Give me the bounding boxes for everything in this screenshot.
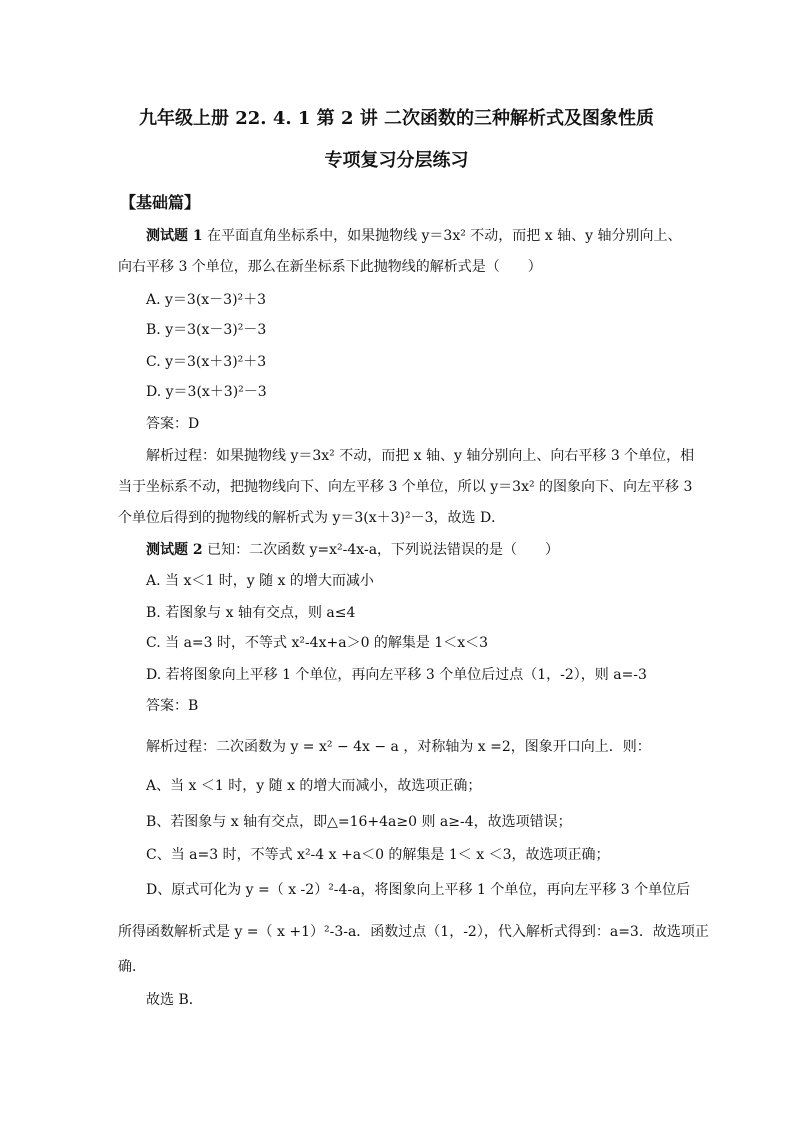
- q1-explanation-line3: 个单位后得到的抛物线的解析式为 y＝3(x＋3)²－3，故选 D．: [118, 510, 506, 526]
- q2-option-d: D. 若将图象向上平移 1 个单位，再向左平移 3 个单位后过点（1，-2），则 a=-3: [146, 667, 647, 683]
- q2-explanation-d-line1: D、原式可化为 y =（ x -2）²-4-a，将图象向上平移 1 个单位，再向左平移 3 个单位后: [146, 882, 691, 898]
- q2-option-b: B. 若图象与 x 轴有交点，则 a≤4: [146, 605, 356, 621]
- q1-explanation-line1: 解析过程：如果抛物线 y＝3x² 不动，而把 x 轴、y 轴分别向上、向右平移 3 个单位，相: [146, 448, 695, 464]
- q2-option-a: A. 当 x＜1 时，y 随 x 的增大而减小: [146, 573, 374, 589]
- q1-stem-line2: 向右平移 3 个单位，那么在新坐标系下此抛物线的解析式是（ ）: [118, 259, 542, 275]
- q2-explanation-a: A、当 x ＜1 时，y 随 x 的增大而减小，故选项正确；: [146, 778, 482, 794]
- q1-stem-text1: 在平面直角坐标系中，如果抛物线 y＝3x² 不动，而把 x 轴、y 轴分别向上、: [202, 228, 682, 244]
- q2-explanation-b: B、若图象与 x 轴有交点，即△=16+4a≥0 则 a≥-4，故选项错误；: [146, 814, 572, 830]
- q2-option-c: C. 当 a=3 时，不等式 x²-4x+a＞0 的解集是 1＜x＜3: [146, 635, 489, 651]
- q2-final-choice: 故选 B．: [146, 992, 203, 1008]
- q2-stem: [146, 540, 559, 560]
- q2-explanation-d-line2: 所得函数解析式是 y =（ x +1）²-3-a．函数过点（1，-2），代入解析式得到：a=3．故选项正: [118, 924, 709, 940]
- section-heading: 【基础篇】: [120, 193, 201, 212]
- q2-stem-text: 已知：二次函数 y=x²-4x-a，下列说法错误的是（ ）: [202, 542, 560, 558]
- doc-title-line1: 九年级上册 22. 4. 1 第 2 讲 二次函数的三种解析式及图象性质: [138, 108, 655, 129]
- doc-title-line2: 专项复习分层练习: [324, 150, 469, 171]
- q2-explanation-c: C、当 a=3 时，不等式 x²-4 x +a＜0 的解集是 1＜ x ＜3，故选项正确；: [146, 847, 610, 863]
- q1-explanation-line2: 当于坐标系不动，把抛物线向下、向左平移 3 个单位，所以 y＝3x² 的图象向下、向左平移 3: [118, 479, 693, 495]
- q1-label: 测试题 1: [146, 228, 203, 244]
- q1-option-c: C. y＝3(x＋3)²＋3: [146, 354, 267, 370]
- q1-stem-line1: [146, 226, 681, 246]
- q2-explanation-intro: 解析过程：二次函数为 y = x² − 4x − a ，对称轴为 x =2，图象开口向上．则：: [146, 739, 651, 755]
- q1-option-d: D. y＝3(x＋3)²－3: [146, 384, 267, 400]
- q2-answer: 答案：B: [146, 698, 199, 714]
- q1-option-a: A. y＝3(x－3)²＋3: [146, 292, 267, 308]
- q1-answer: 答案：D: [146, 416, 200, 432]
- q2-explanation-d-line3: 确．: [118, 959, 146, 975]
- q2-label: 测试题 2: [146, 542, 203, 558]
- q1-option-b: B. y＝3(x－3)²－3: [146, 322, 267, 338]
